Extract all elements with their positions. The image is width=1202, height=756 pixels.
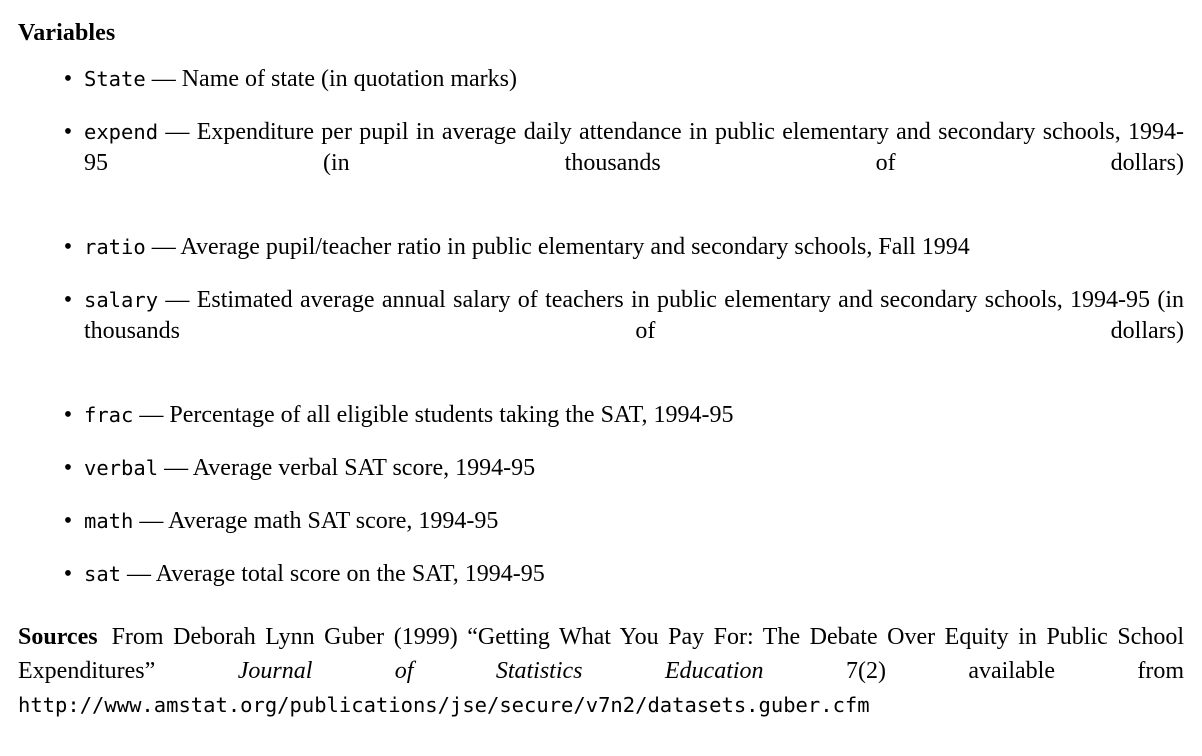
variable-name: verbal [84, 456, 159, 480]
variable-separator: — [158, 119, 197, 145]
variable-name: frac [84, 403, 134, 427]
variable-separator: — [145, 234, 181, 260]
sources-url[interactable]: http://www.amstat.org/publications/jse/secure/v7n2/datasets.guber.cfm [18, 693, 870, 717]
list-item [18, 64, 1184, 95]
bullet-icon: • [63, 402, 73, 428]
variable-description: Average verbal SAT score, 1994-95 [192, 455, 536, 481]
sources-paragraph [18, 620, 1184, 756]
sources-label: Sources [18, 624, 98, 650]
bullet-icon: • [63, 455, 73, 481]
variable-entry [84, 232, 1184, 263]
variable-name: ratio [84, 235, 146, 259]
variable-entry [84, 400, 1184, 431]
variable-description: Name of state (in quotation marks) [181, 66, 517, 92]
bullet-icon: • [63, 119, 73, 145]
sources-journal-title: Journal of Statistics Education [237, 658, 764, 684]
variable-separator: — [158, 455, 193, 481]
bullet-icon: • [63, 234, 73, 260]
variable-description: Estimated average annual salary of teachers in public elementary and secondary schools, 1994-95 (in thousands of dollars) [84, 287, 1185, 344]
variable-description: Percentage of all eligible students taking the SAT, 1994-95 [169, 402, 734, 428]
list-item [18, 400, 1184, 431]
sources-citation-text: From Deborah Lynn Guber (1999) “Getting What You Pay For: The Debate Over Equity in Public School Expenditures” [18, 624, 1184, 684]
bullet-icon: • [63, 66, 73, 92]
sources-availability-text: available from [968, 658, 1185, 684]
variable-entry [84, 64, 1184, 95]
bullet-icon: • [63, 561, 73, 587]
variable-name: sat [84, 562, 122, 586]
variable-separator: — [145, 66, 182, 92]
variable-description: Average math SAT score, 1994-95 [168, 508, 499, 534]
list-item [18, 506, 1184, 537]
variables-list [18, 64, 1184, 590]
list-item [18, 559, 1184, 590]
variable-entry [84, 285, 1184, 378]
variable-entry [84, 117, 1184, 210]
list-item [18, 453, 1184, 484]
variable-entry [84, 506, 1184, 537]
variable-description: Average pupil/teacher ratio in public elementary and secondary schools, Fall 1994 [180, 234, 970, 260]
variable-entry [84, 453, 1184, 484]
variable-separator: — [133, 508, 169, 534]
list-item [18, 285, 1184, 378]
bullet-icon: • [63, 287, 73, 313]
variable-entry [84, 559, 1184, 590]
variable-name: expend [84, 120, 159, 144]
page-title: Variables [18, 20, 116, 46]
variable-description: Average total score on the SAT, 1994-95 [155, 561, 545, 587]
variable-separator: — [133, 402, 170, 428]
variable-separator: — [158, 287, 197, 313]
variable-name: salary [84, 288, 159, 312]
variable-separator: — [121, 561, 156, 587]
variable-name: math [84, 509, 134, 533]
list-item [18, 232, 1184, 263]
bullet-icon: • [63, 508, 73, 534]
variable-name: State [84, 67, 146, 91]
sources-volume-issue: 7(2) [845, 658, 886, 684]
variable-description: Expenditure per pupil in average daily attendance in public elementary and secondary schools, 1994-95 (in thousands of dollars) [84, 119, 1185, 176]
list-item [18, 117, 1184, 210]
